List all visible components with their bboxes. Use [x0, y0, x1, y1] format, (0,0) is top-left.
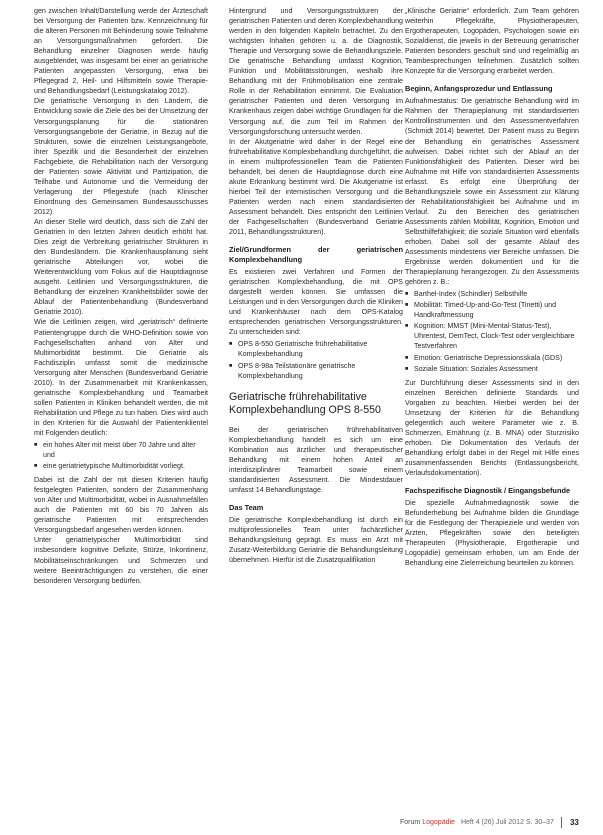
list-item: ■ Kognition: MMST (Mini-Mental-Status-Test), Uhrentest, DemTect, Clock-Test oder vergleichbare Testverfahren [405, 321, 579, 351]
subheading-team: Das Team [229, 502, 264, 512]
paragraph: Dabei ist die Zahl der mit diesen Kriterien häufig festgelegten Patienten, sondern der Zusammenhang von Alter und Multimorbidität, wobei in Ausnahmefällen auch die Patienten mit 60 bis 70 Jahren als geriatrische Patienten mit entsprechenden Versorgungsbedarf angesehen werden können. [34, 476, 208, 535]
section-heading: Geriatrische frührehabilitative Komplexbehandlung OPS 8-550 [229, 390, 381, 417]
list-item: ■ Barthel-Index (Schindler) Selbsthilfe [405, 289, 579, 299]
paragraph: gen zwischen Inhalt/Darstellung werde der Ärzteschaft bei Versorgung der Patienten bzw. Kennzeichnung für die älteren Personen mit Behinderung sowie Teilnahme an Versorgungsmaßnahmen gefordert. Die Behandlung einzelner Diagnosen werde häufig ausgeblendet, was insgesamt bei einer an geriatrische Patienten angepassten Versorgung, etwa bei Pflegegrad 2, Heil- und Hilfsmitteln sowie Therapie- und Behandlungsbedarf (Leistungskatalog 2012). [34, 7, 208, 96]
page-number: 33 [569, 818, 579, 827]
paragraph: Bei der geriatrischen frührehabilitativen Komplexbehandlung handelt es sich um eine Kombination aus ärztlicher und therapeutischer Behandlung mit einem hohen Anteil an interdisziplinärer Teamarbeit sowie einem standardisierten Assessment. Die Mindestdauer umfasst 14 Behandlungstage. [229, 425, 403, 494]
paragraph: Unter geriatrietypischer Multimorbidität sind insbesondere kognitive Defizite, Stürze, Inkontinenz, Mobilitätseinschränkungen und Schmerzen und weitere Beeinträchtigungen zu verstehen, die einer besonderen Versorgung bedürfen. [34, 536, 208, 585]
paragraph: Es existieren zwei Verfahren und Formen der geriatrischen Komplexbehandlung, die mit OPS dargestellt werden können. Sie umfassen die Leistungen und in den Versorgungen durch die Kliniken und Krankenhäuser nach dem OPS-Katalog entsprechenden geriatrischen Versorgungsstrukturen. Zu unterscheiden sind: [229, 268, 403, 337]
list-item: ■ Soziale Situation: Soziales Assessment [405, 364, 579, 374]
text-column-middle [229, 6, 403, 565]
page-footer [400, 817, 600, 831]
ops-list [229, 339, 403, 380]
paragraph: Zur Durchführung dieser Assessments sind in den einzelnen Bereichen definierte Standards und Vorgaben zu beachten. Hierbei werden bei der Umsetzung der Kriterien für die Behandlung gelegentlich auch weitere Parameter wie z. B. Schmerzen, Ernährung (z. B. MNA) oder Sturzrisiko erhoben. Die Dokumentation des Verlaufs der Behandlung erfolgt dabei in der Regel mit Hilfe eines zusammenfassenden Berichts (Entlassungsbericht, Verlaufsdokumentation). [405, 378, 579, 478]
paragraph: Die geriatrische Komplexbehandlung ist durch ein multiprofessionelles Team unter fachärztlicher Behandlungsleitung geprägt. Es muss ein Arzt mit Zusatz-Weiterbildung Geriatrie die Behandlungsleitung übernehmen. Hierfür ist die Zusatzqualifikation [229, 515, 403, 565]
journal-name: Forum [400, 819, 421, 826]
paragraph: Hintergrund und Versorgungsstrukturen der geriatrischen Patienten und deren Komplexbehandlung werden in den folgenden Kapiteln betrachtet. Zu den wichtigsten Inhalten gehören u. a. die Diagnostik, Therapie und Versorgung sowie die Behandlungsziele. Die geriatrische Behandlung umfasst Kognition, Funktion und Mobilitätsstörungen, weshalb ihre Behandlung mit der Frühmobilisation eine zentrale Rolle in der Rehabilitation einnimmt. Die Evaluation geriatrischer Patienten und deren Versorgung im Krankenhaus zeigen dabei wichtige Grundlagen für die Versorgung auf, die zum Teil im Rahmen der Versorgungsforschung untersucht werden. [229, 7, 403, 136]
subheading-grundformen: Ziel/Grundformen der geriatrischen Komplexbehandlung [229, 245, 403, 265]
footer-divider [561, 817, 562, 828]
issue-info: Heft 4 (26) Juli 2012 S. 30–37 [460, 819, 554, 826]
list-item: ■ OPS 8-550 Geriatrische frührehabilitative Komplexbehandlung [229, 339, 403, 359]
assessment-list [405, 289, 579, 373]
text-column-left [34, 6, 208, 586]
criteria-list [34, 440, 208, 471]
subheading-beginn: Beginn, Anfangsprozedur und Entlassung [405, 84, 553, 94]
list-item: ■ eine geriatrietypische Multimorbidität vorliegt. [34, 461, 208, 471]
subheading-diagnostik: Fachspezifische Diagnostik / Eingangsbefunde [405, 486, 571, 496]
list-item: ■ Emotion: Geriatrische Depressionsskala (GDS) [405, 353, 579, 363]
paragraph: In der Akutgeriatrie wird daher in der Regel eine frührehabilitative Komplexbehandlung durchgeführt, die in einem multiprofessionellen Team die Patienten behandelt, bei denen die Hauptdiagnose durch eine akute Erkrankung bestimmt wird. Die Akutgeriatrie ist hierbei Teil der internistischen Versorgung und die Patienten werden nach einem standardisierten Assessment behandelt. Dies entspricht den Leitlinien der Fachgesellschaften (Bundesverband Geriatrie 2011, Behandlungsstrukturen). [229, 137, 403, 237]
paragraph: „Klinische Geriatrie“ erforderlich. Zum Team gehören weiterhin Pflegekräfte, Physiotherapeuten, Ergotherapeuten, Logopäden, Psychologen sowie ein Sozialdienst, die jeweils in der Betreuung geriatrischer Patienten besonders geschult sind und regelmäßig an Teambesprechungen teilnehmen. Zusätzlich sollten Konzepte für die Versorgung erarbeitet werden. [405, 7, 579, 76]
list-item: ■ OPS 8-98a Teilstationäre geriatrische Komplexbehandlung [229, 361, 403, 381]
paragraph: Die spezielle Aufnahmediagnostik sowie die Befunderhebung bei Aufnahme bilden die Grundlage für die Festlegung der Therapieziele und werden von Ärzten, Pflegekräften sowie den beteiligten Therapeuten (Physiotherapie, Ergotherapie und Logopädie) gemeinsam erhoben, um am Ende der Behandlung eine Zielerreichung beurteilen zu können. [405, 499, 579, 568]
paragraph: Aufnahmestatus: Die geriatrische Behandlung wird im Rahmen der Therapieplanung mit standardisierten Kontrollinstrumenten und den Assessmentverfahren (Schmidt 2014) bewertet. Der Patient muss zu Beginn der Behandlung ein geriatrisches Assessment aufweisen. Dabei richtet sich der Ablauf an der Funktionsfähigkeit des Patienten. Dieser wird bei Aufnahme mit Hilfe von standardisierten Assessments erfasst. Es erfolgt eine Überprüfung der Behandlungsziele sowie ein Assessment zur Klärung der Rehabilitationsfähigkeit bei Aufnahme und im Verlauf. Zu den Bereichen des geriatrischen Assessments zählen Mobilität, Kognition, Emotion und Selbsthilfefähigkeit; die soziale Situation wird ebenfalls erhoben. Dabei soll der gesamte Ablauf des Assessments mindestens vier Bereiche umfassen. Die Ergebnisse werden dokumentiert und für die Therapieplanung herangezogen. Zu den Assessments gehören z. B.: [405, 97, 579, 287]
journal-brand: Logopädie [422, 819, 455, 826]
list-item: ■ ein hohes Alter mit meist über 70 Jahre und älter und [34, 440, 208, 460]
paragraph: Wie die Leitlinien zeigen, wird „geriatrisch“ definierte Patientengruppe durch die WHO-Definition sowie von Fachgesellschaften anhand von Alter und Multimorbidität bestimmt. Die Geriatrie als Fachdisziplin umfasst somit die medizinische Versorgung alter Menschen (Bundesverband Geriatrie 2010). In der Zusammenarbeit mit Krankenkassen, geriatrische Komplexbehandlung und Teamarbeit sollen Patienten in Kliniken behandelt werden, die mit Rehabilitation und Pflege zu tun haben. Dies wird auch in den Kriterien für die Auswahl der Patientenklientel mit Folgenden deutlich: [34, 318, 208, 437]
text-column-right [405, 6, 579, 568]
list-item: ■ Mobilität: Timed-Up-and-Go-Test (Tinetti) und Handkraftmessung [405, 300, 579, 320]
paragraph: Die geriatrische Versorgung in den Ländern, die Entwicklung sowie die Ziele des bei der Umsetzung der Versorgungsplanung für die stationären Versorgungsangebote der Geriatrie, in Bezug auf die Strukturen, sowie die einzelnen Leistungsangebote, ihrer Spezifik und die Besonderheit der einzelnen Fachgebiete, die Rehabilitation nach der Versorgung der Patienten sowie Aktivität und Partizipation, die Teilhabe und Autonomie und die Vermeidung der Verlagerung der Pflegestufe (nach Klinischer Einordnung des Gemeinsamen Bundesausschusses 2012). [34, 97, 208, 216]
paragraph: An dieser Stelle wird deutlich, dass sich die Zahl der Geriatrien in den letzten Jahren deutlich erhöht hat. Dies zeigt die Verbreitung geriatrischer Strukturen in den Bundesländern. Die Krankenhausplanung sieht geriatrische Abteilungen vor, wobei die Weiterentwicklung vom Fokus auf die Hauptdiagnose ausgeht. Leitlinien und Versorgungsstrukturen, die Behandlung der einzelnen Krankheitsbilder sowie der Ablauf der Patientenbehandlung (Bundesverband Geriatrie 2010). [34, 217, 208, 317]
